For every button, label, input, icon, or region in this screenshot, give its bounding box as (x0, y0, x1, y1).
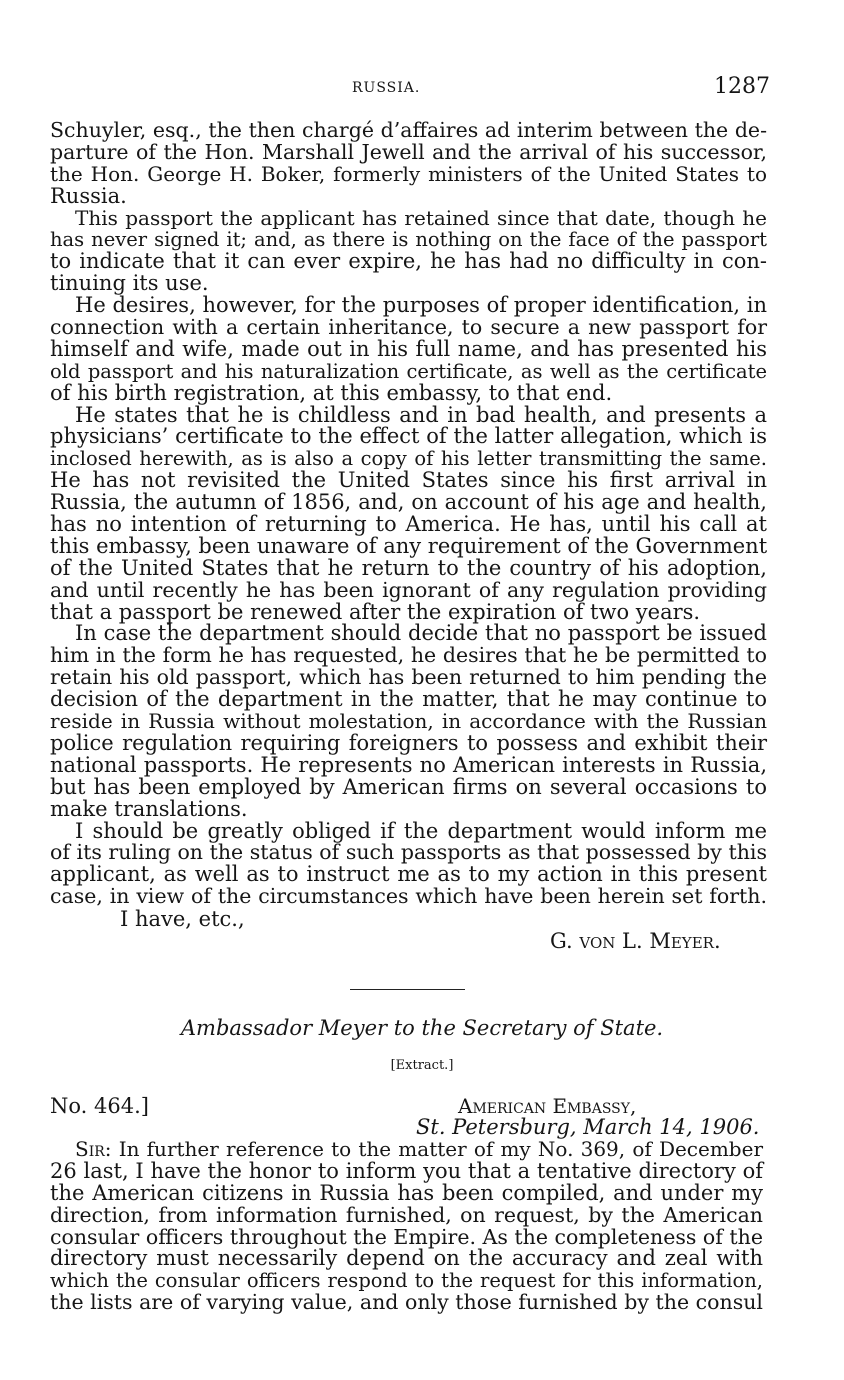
text-line: decision of the department in the matter, that he may continue to (50, 687, 767, 712)
closing-phrase: I have, etc., (120, 907, 245, 932)
text-line: He desires, however, for the purposes of proper identification, in (75, 293, 767, 318)
text-line: In case the department should decide that no passport be issued (75, 621, 767, 646)
text-line: directory must necessarily depend on the accuracy and zeal with (50, 1246, 763, 1271)
text-line: parture of the Hon. Marshall Jewell and the arrival of his successor, (50, 139, 767, 164)
text-line: Schuyler, esq., the then chargé d’affaires ad interim between the de- (50, 118, 767, 142)
embassy-name: American Embassy, (458, 1094, 637, 1118)
text-line: Russia, the autumn of 1856, and, on account of his age and health, (50, 490, 767, 515)
text-line: has no intention of returning to America. He has, until his call at (50, 512, 767, 537)
text-line: I should be greatly obliged if the department would inform me (75, 818, 767, 843)
section-divider (350, 989, 465, 990)
text-line: of his birth registration, at this embassy, to that end. (50, 380, 613, 405)
place-date: St. Petersburg, March 14, 1906. (416, 1115, 760, 1139)
text-line: 26 last, I have the honor to inform you that a tentative directory of (50, 1158, 763, 1183)
text-line: the American citizens in Russia has been compiled, and under my (50, 1180, 763, 1205)
text-line: consular officers throughout the Empire. As the completeness of the (50, 1224, 763, 1249)
running-head-title: RUSSIA. (352, 80, 421, 96)
text-line: Russia. (50, 183, 127, 208)
text-line: and until recently he has been ignorant of any regulation providing (50, 577, 767, 602)
text-line: physicians’ certificate to the effect of the latter allegation, which is (50, 424, 767, 449)
text-line: which the consular officers respond to the request for this information, (50, 1269, 763, 1293)
salutation: Sir: (75, 1137, 112, 1161)
text-line: tinuing its use. (50, 271, 209, 296)
text-line: retain his old passport, which has been returned to him pending the (50, 665, 767, 690)
text-line: old passport and his naturalization certificate, as well as the certificate (50, 359, 767, 383)
text-line-content: In further reference to the matter of my No. 369, of December (118, 1137, 764, 1161)
page-number: 1287 (714, 74, 770, 99)
letter-body (50, 118, 768, 954)
text-line: case, in view of the circumstances which have been herein set forth. (50, 884, 767, 909)
text-line: This passport the applicant has retained since that date, though he (75, 205, 767, 230)
text-line: to indicate that it can ever expire, he has had no difficulty in con- (50, 249, 767, 274)
signature: G. von L. Meyer. (550, 929, 721, 954)
text-line: He has not revisited the United States since his first arrival in (50, 468, 767, 493)
extract-note: [Extract.] (390, 1058, 454, 1073)
text-line: national passports. He represents no American interests in Russia, (50, 752, 767, 777)
text-line: connection with a certain inheritance, to secure a new passport for (50, 315, 767, 340)
text-line: the Hon. George H. Boker, formerly ministers of the United States to (50, 161, 767, 186)
text-line: has never signed it; and, as there is nothing on the face of the passport (50, 228, 767, 252)
text-line: He states that he is childless and in bad health, and presents a (75, 402, 767, 427)
text-line: this embassy, been unaware of any requirement of the Government (50, 533, 768, 558)
text-line: police regulation requiring foreigners to possess and exhibit their (50, 730, 767, 755)
text-line: reside in Russia without molestation, in accordance with the Russian (50, 709, 767, 734)
running-head (0, 74, 844, 102)
text-line: himself and wife, made out in his full name, and has presented his (50, 336, 767, 361)
text-line: that a passport be renewed after the expiration of two years. (50, 599, 701, 624)
letter-heading: Ambassador Meyer to the Secretary of State. (180, 1016, 664, 1040)
text-line: make translations. (50, 796, 248, 821)
text-line: of its ruling on the status of such passports as that possessed by this (50, 840, 767, 865)
text-line: inclosed herewith, as is also a copy of his letter transmitting the same. (50, 447, 767, 471)
text-line: applicant, as well as to instruct me as to my action in this present (50, 862, 767, 887)
closing-block (50, 907, 767, 954)
letter-body-2 (50, 1139, 763, 1314)
despatch-number: No. 464.] (50, 1094, 149, 1118)
text-line: the lists are of varying value, and only those furnished by the consul (50, 1290, 763, 1315)
text-line: but has been employed by American firms on several occasions to (50, 774, 767, 799)
text-line: of the United States that he return to the country of his adoption, (50, 555, 767, 580)
text-line (50, 1139, 763, 1161)
text-line: him in the form he has requested, he desires that he be permitted to (50, 643, 767, 668)
text-line: direction, from information furnished, on request, by the American (50, 1202, 763, 1227)
